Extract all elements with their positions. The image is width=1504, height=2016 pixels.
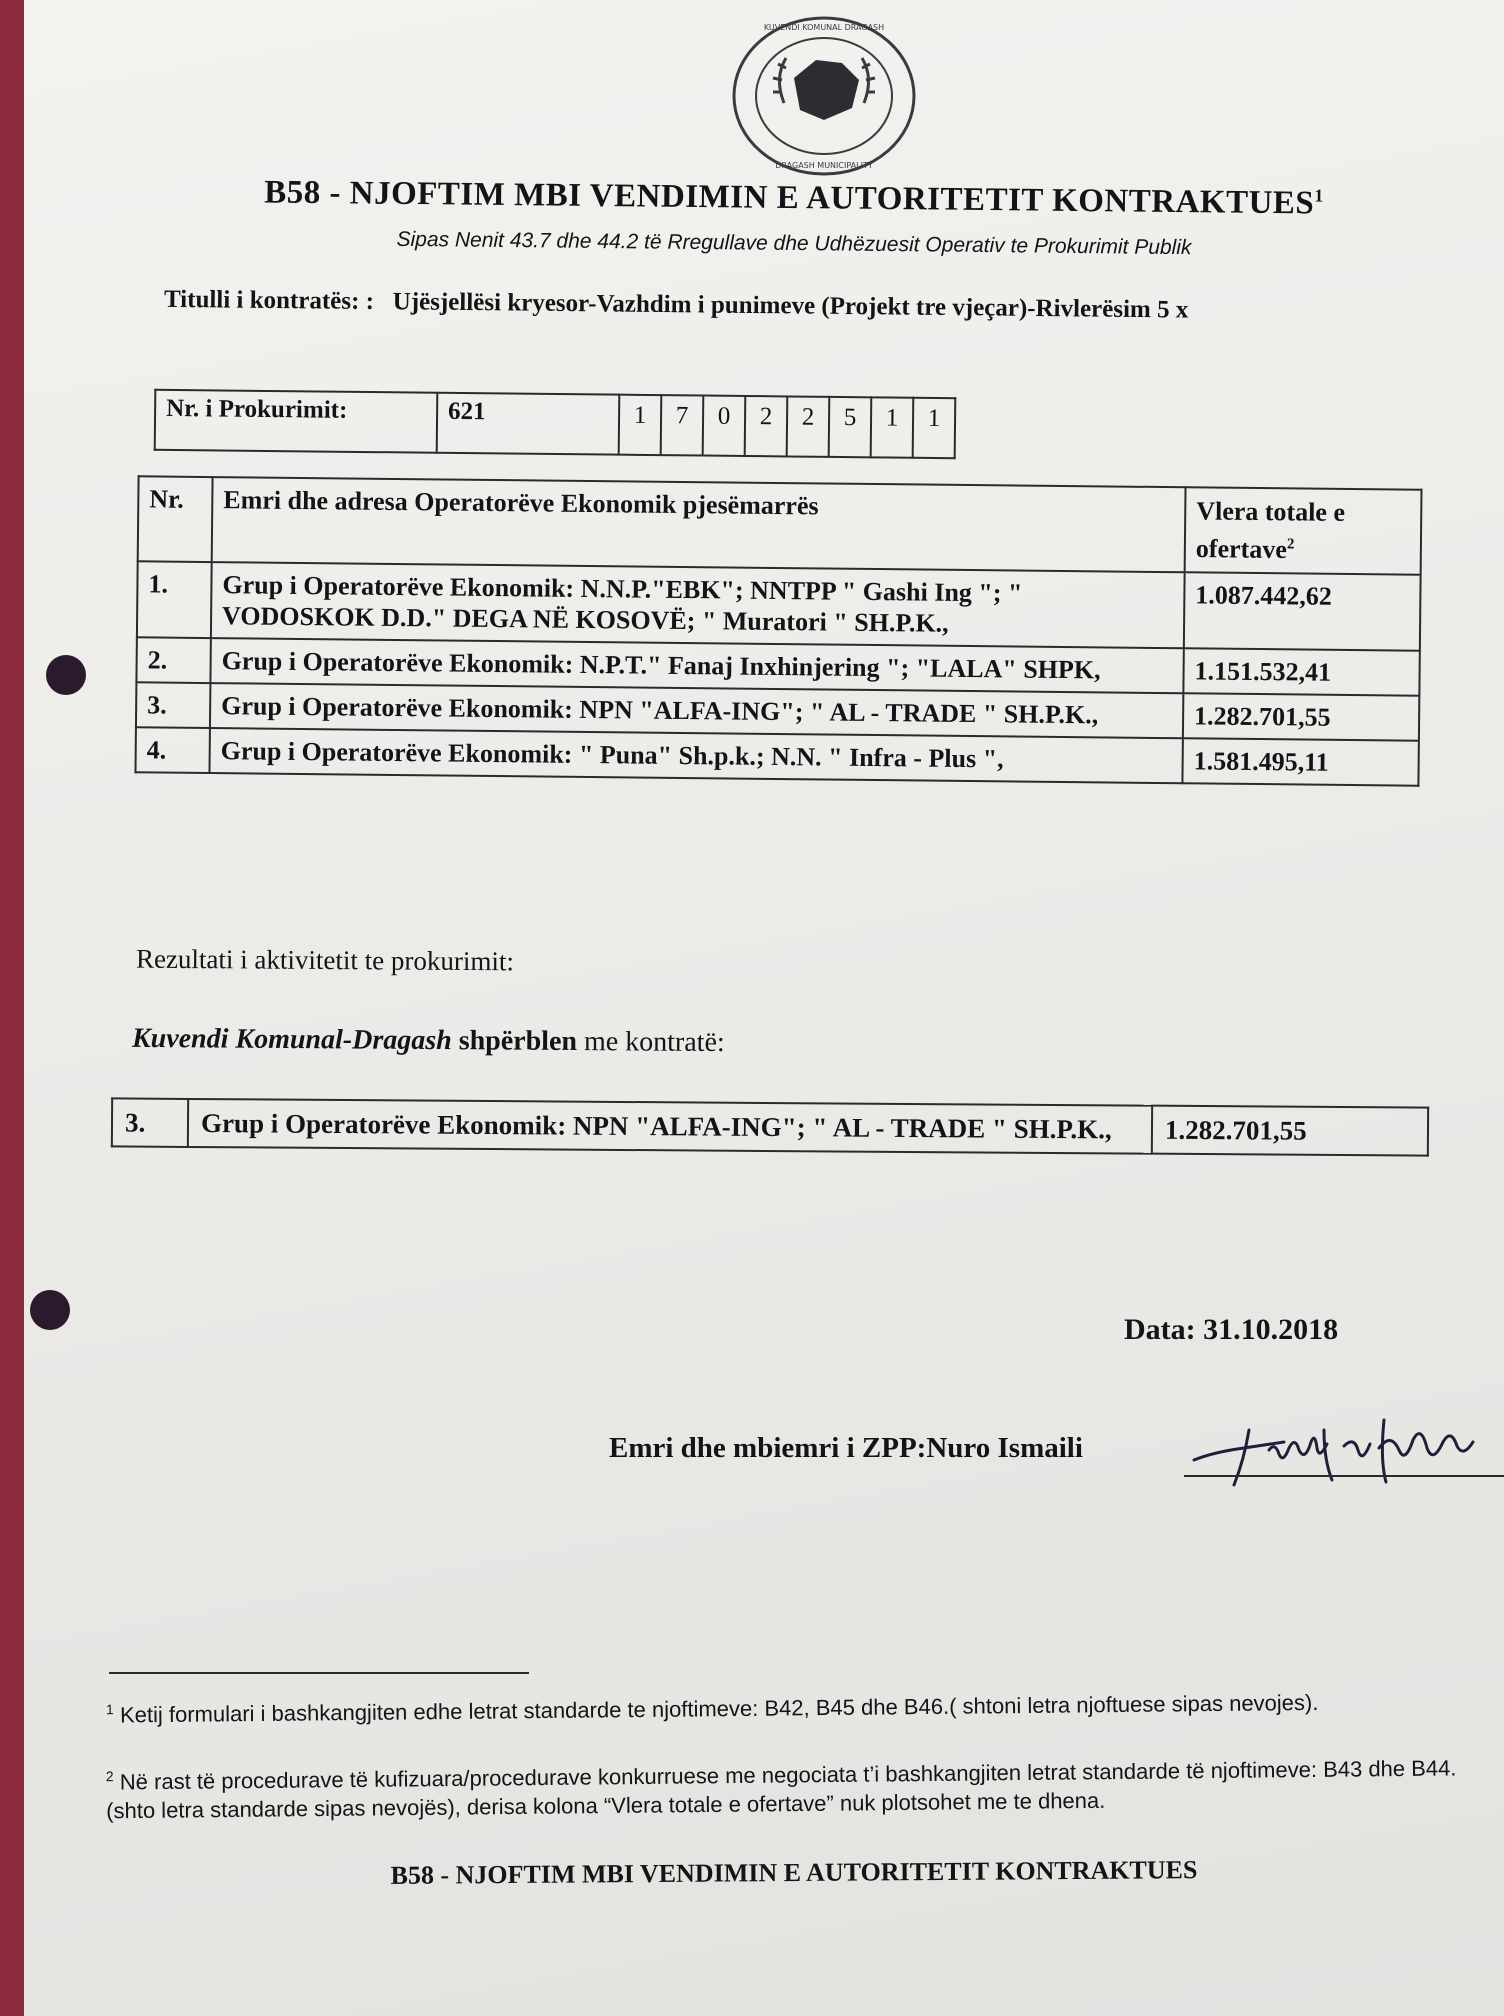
procurement-number-table bbox=[154, 389, 957, 459]
contract-title-value: Ujësjellësi kryesor-Vazhdim i punimeve (Projekt tre vjeçar)-Rivlerësim 5 x bbox=[392, 288, 1189, 324]
signature-line bbox=[1184, 1475, 1504, 1477]
row-value: 1.151.532,41 bbox=[1183, 648, 1419, 695]
document-date: Data: 31.10.2018 bbox=[1124, 1313, 1339, 1346]
column-header-nr: Nr. bbox=[138, 476, 213, 561]
municipal-seal-icon bbox=[724, 8, 924, 178]
procurement-digit: 1 bbox=[871, 397, 914, 457]
row-value: 1.087.442,62 bbox=[1184, 572, 1421, 650]
row-operator: Grup i Operatorëve Ekonomik: NPN "ALFA-ING"; " AL - TRADE " SH.P.K., bbox=[210, 683, 1183, 738]
award-table bbox=[111, 1097, 1429, 1156]
procurement-prefix: 621 bbox=[437, 393, 620, 455]
contract-title-label: Titulli i kontratës: : bbox=[163, 285, 375, 316]
procurement-digit: 5 bbox=[829, 397, 872, 457]
document-page bbox=[24, 0, 1504, 2016]
procurement-digit: 2 bbox=[745, 396, 788, 456]
bids-table bbox=[134, 475, 1422, 786]
svg-text:DRAGASH MUNICIPALITY: DRAGASH MUNICIPALITY bbox=[775, 161, 873, 170]
row-nr: 2. bbox=[136, 637, 210, 683]
procurement-digit: 7 bbox=[661, 395, 704, 455]
footnote-2: $^2$ Në rast të procedurave të kufizuara/procedurave konkurruese me negociata t’i bashkangjiten letrat standarde të njoftimeve: B43 dhe B44.(shto letra standarde sipas nevojës), derisa kolona “Vlera totale e ofertave” nuk plotsohet me te dhena. bbox=[105, 1755, 1457, 1824]
row-value: 1.282.701,55 bbox=[1183, 693, 1419, 740]
row-operator: Grup i Operatorëve Ekonomik: N.N.P."EBK"; NNTPP " Gashi Ing "; " VODOSKOK D.D." DEGA NË KOSOVË; " Muratori " SH.P.K., bbox=[211, 562, 1185, 648]
punch-hole bbox=[30, 1290, 70, 1330]
document-subtitle: Sipas Nenit 43.7 dhe 44.2 të Rregullave dhe Udhëzuesit Operativ te Prokurimit Publik bbox=[396, 227, 1192, 260]
result-label: Rezultati i aktivitetit te prokurimit: bbox=[135, 943, 515, 977]
table-header-row bbox=[138, 476, 1422, 574]
row-value: 1.581.495,11 bbox=[1182, 738, 1418, 785]
row-nr: 1. bbox=[137, 561, 212, 638]
row-operator: Grup i Operatorëve Ekonomik: " Puna" Sh.p.k.; N.N. " Infra - Plus ", bbox=[209, 728, 1182, 783]
column-header-value: Vlera totale e ofertave$^2$ bbox=[1185, 487, 1422, 574]
table-row bbox=[137, 561, 1421, 650]
punch-hole bbox=[46, 655, 86, 695]
row-nr: 4. bbox=[135, 727, 209, 773]
award-operator: Grup i Operatorëve Ekonomik: NPN "ALFA-ING"; " AL - TRADE " SH.P.K., bbox=[188, 1099, 1152, 1154]
procurement-label: Nr. i Prokurimit: bbox=[155, 390, 438, 453]
column-header-name: Emri dhe adresa Operatorëve Ekonomik pjesëmarrës bbox=[212, 477, 1186, 572]
contracting-authority: Kuvendi Komunal-Dragash bbox=[131, 1022, 452, 1057]
signatory-name: Emri dhe mbiemri i ZPP:Nuro Ismaili bbox=[609, 1432, 1083, 1464]
procurement-digit: 1 bbox=[913, 398, 956, 458]
table-row bbox=[112, 1098, 1428, 1155]
procurement-digit: 2 bbox=[787, 396, 830, 456]
footer-title: B58 - NJOFTIM MBI VENDIMIN E AUTORITETIT KONTRAKTUES bbox=[390, 1855, 1198, 1890]
row-nr: 3. bbox=[136, 682, 210, 728]
procurement-digit: 1 bbox=[619, 395, 662, 455]
document-title: B58 - NJOFTIM MBI VENDIMIN E AUTORITETIT KONTRAKTUES$^1$ bbox=[264, 174, 1324, 222]
procurement-digit: 0 bbox=[703, 396, 746, 456]
footnote-1: $^1$ Ketij formulari i bashkangjiten edhe letrat standarde te njoftimeve: B42, B45 dhe B46.( shtoni letra njoftuese sipas nevojes). bbox=[105, 1689, 1319, 1728]
award-statement bbox=[132, 1023, 725, 1059]
contract-title bbox=[164, 284, 1344, 327]
footnote-rule bbox=[109, 1672, 529, 1674]
award-nr: 3. bbox=[112, 1098, 188, 1147]
award-verb: shpërblen bbox=[458, 1025, 578, 1058]
svg-text:KUVENDI KOMUNAL DRAGASH: KUVENDI KOMUNAL DRAGASH bbox=[763, 23, 885, 32]
award-tail: me kontratë: bbox=[583, 1026, 725, 1059]
handwritten-signature bbox=[1174, 1390, 1504, 1500]
award-value: 1.282.701,55 bbox=[1152, 1106, 1428, 1156]
row-operator: Grup i Operatorëve Ekonomik: N.P.T." Fanaj Inxhinjering "; "LALA" SHPK, bbox=[210, 638, 1183, 693]
